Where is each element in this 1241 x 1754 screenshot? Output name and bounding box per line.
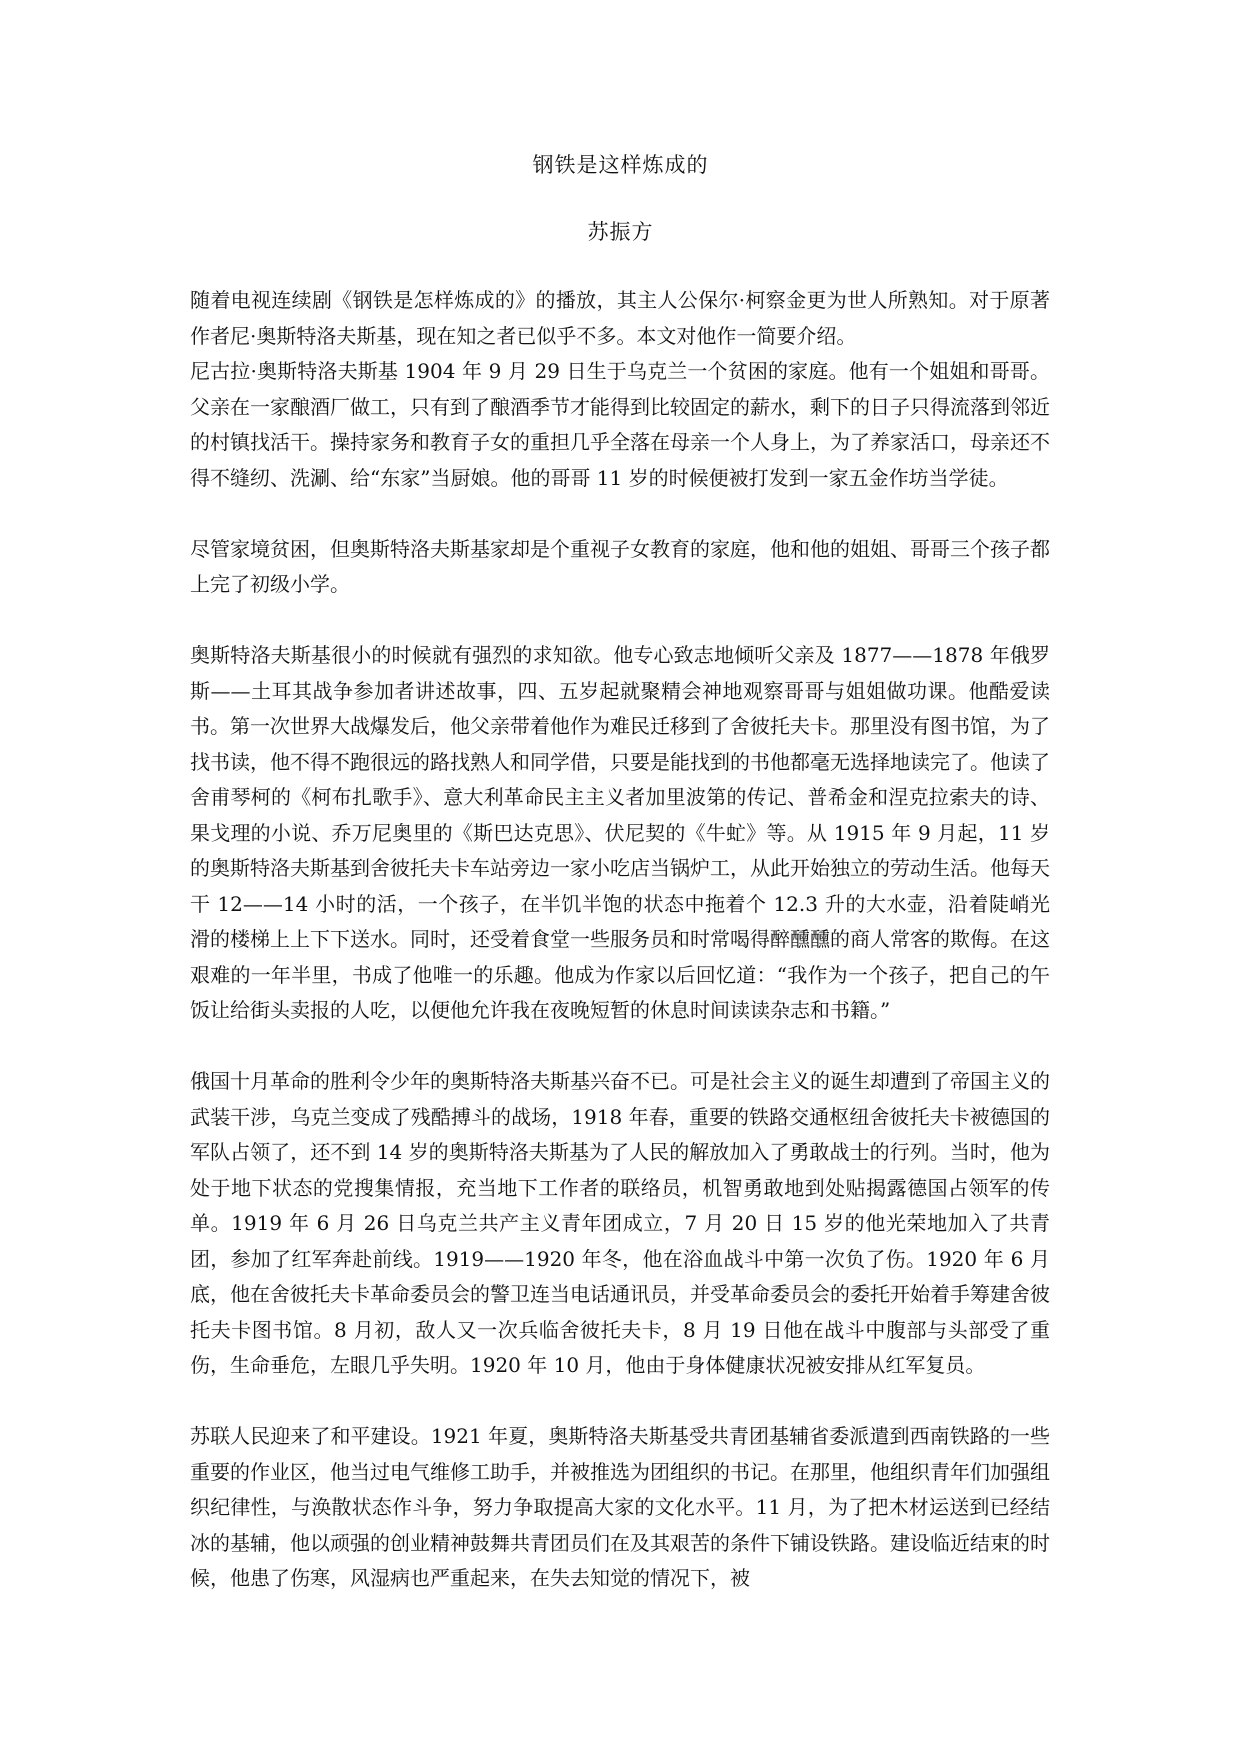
paragraph-family: 尼古拉·奥斯特洛夫斯基 1904 年 9 月 29 日生于乌克兰一个贫困的家庭。他有一个姐姐和哥哥。父亲在一家酿酒厂做工，只有到了酿酒季节才能得到比较固定的薪水，剩下的日子只得流落到邻近的村镇找活干。操持家务和教育子女的重担几乎全落在母亲一个人身上，为了养家活口，母亲还不得不缝纫、洗涮、给“东家”当厨娘。他的哥哥 11 岁的时候便被打发到一家五金作坊当学徒。 <box>190 359 1050 490</box>
paragraph-revolution: 俄国十月革命的胜利令少年的奥斯特洛夫斯基兴奋不已。可是社会主义的诞生却遭到了帝国主义的武装干涉，乌克兰变成了残酷搏斗的战场，1918 年春，重要的铁路交通枢纽舍彼托夫卡被德国的军队占领了，还不到 14 岁的奥斯特洛夫斯基为了人民的解放加入了勇敢战士的行列。当时，他为处于地下状态的党搜集情报，充当地下工作者的联络员，机智勇敢地到处贴揭露德国占领军的传单。1919 年 6 月 26 日乌克兰共产主义青年团成立，7 月 20 日 15 岁的他光荣地加入了共青团，参加了红军奔赴前线。1919——1920 年冬，他在浴血战斗中第一次负了伤。1920 年 6 月底，他在舍彼托夫卡革命委员会的警卫连当电话通讯员，并受革命委员会的委托开始着手筹建舍彼托夫卡图书馆。8 月初，敌人又一次兵临舍彼托夫卡，8 月 19 日他在战斗中腹部与头部受了重伤，生命垂危，左眼几乎失明。1920 年 10 月，他由于身体健康状况被安排从红军复员。 <box>190 1069 1050 1377</box>
document-body <box>190 283 1050 1597</box>
paragraph-education: 尽管家境贫困，但奥斯特洛夫斯基家却是个重视子女教育的家庭，他和他的姐姐、哥哥三个孩子都上完了初级小学。 <box>190 536 1050 596</box>
paragraph-construction: 苏联人民迎来了和平建设。1921 年夏，奥斯特洛夫斯基受共青团基辅省委派遣到西南铁路的一些重要的作业区，他当过电气维修工助手，并被推选为团组织的书记。在那里，他组织青年们加强组织纪律性，与涣散状态作斗争，努力争取提高大家的文化水平。11 月，为了把木材运送到已经结冰的基辅，他以顽强的创业精神鼓舞共青团员们在及其艰苦的条件下铺设铁路。建设临近结束的时候，他患了伤寒，风湿病也严重起来，在失去知觉的情况下，被 <box>190 1424 1050 1590</box>
document-title: 钢铁是这样炼成的 <box>532 153 709 177</box>
paragraph-childhood: 奥斯特洛夫斯基很小的时候就有强烈的求知欲。他专心致志地倾听父亲及 1877——1878 年俄罗斯——土耳其战争参加者讲述故事，四、五岁起就聚精会神地观察哥哥与姐姐做功课。他酷爱读书。第一次世界大战爆发后，他父亲带着他作为难民迁移到了舍彼托夫卡。那里没有图书馆，为了找书读，他不得不跑很远的路找熟人和同学借，只要是能找到的书他都毫无选择地读完了。他读了舍甫琴柯的《柯布扎歌手》、意大利革命民主主义者加里波第的传记、普希金和涅克拉索夫的诗、果戈理的小说、乔万尼奥里的《斯巴达克思》、伏尼契的《牛虻》等。从 1915 年 9 月起，11 岁的奥斯特洛夫斯基到舍彼托夫卡车站旁边一家小吃店当锅炉工，从此开始独立的劳动生活。他每天干 12——14 小时的活，一个孩子，在半饥半饱的状态中拖着个 12.3 升的大水壶，沿着陡峭光滑的楼梯上上下下送水。同时，还受着食堂一些服务员和时常喝得醉醺醺的商人常客的欺侮。在这艰难的一年半里，书成了他唯一的乐趣。他成为作家以后回忆道：“我作为一个孩子，把自己的午饭让给街头卖报的人吃，以便他允许我在夜晚短暂的休息时间读读杂志和书籍。” <box>190 643 1050 1022</box>
document-author: 苏振方 <box>587 220 654 244</box>
paragraph-intro: 随着电视连续剧《钢铁是怎样炼成的》的播放，其主人公保尔·柯察金更为世人所熟知。对于原著作者尼·奥斯特洛夫斯基，现在知之者已似乎不多。本文对他作一简要介绍。 <box>190 288 1050 348</box>
